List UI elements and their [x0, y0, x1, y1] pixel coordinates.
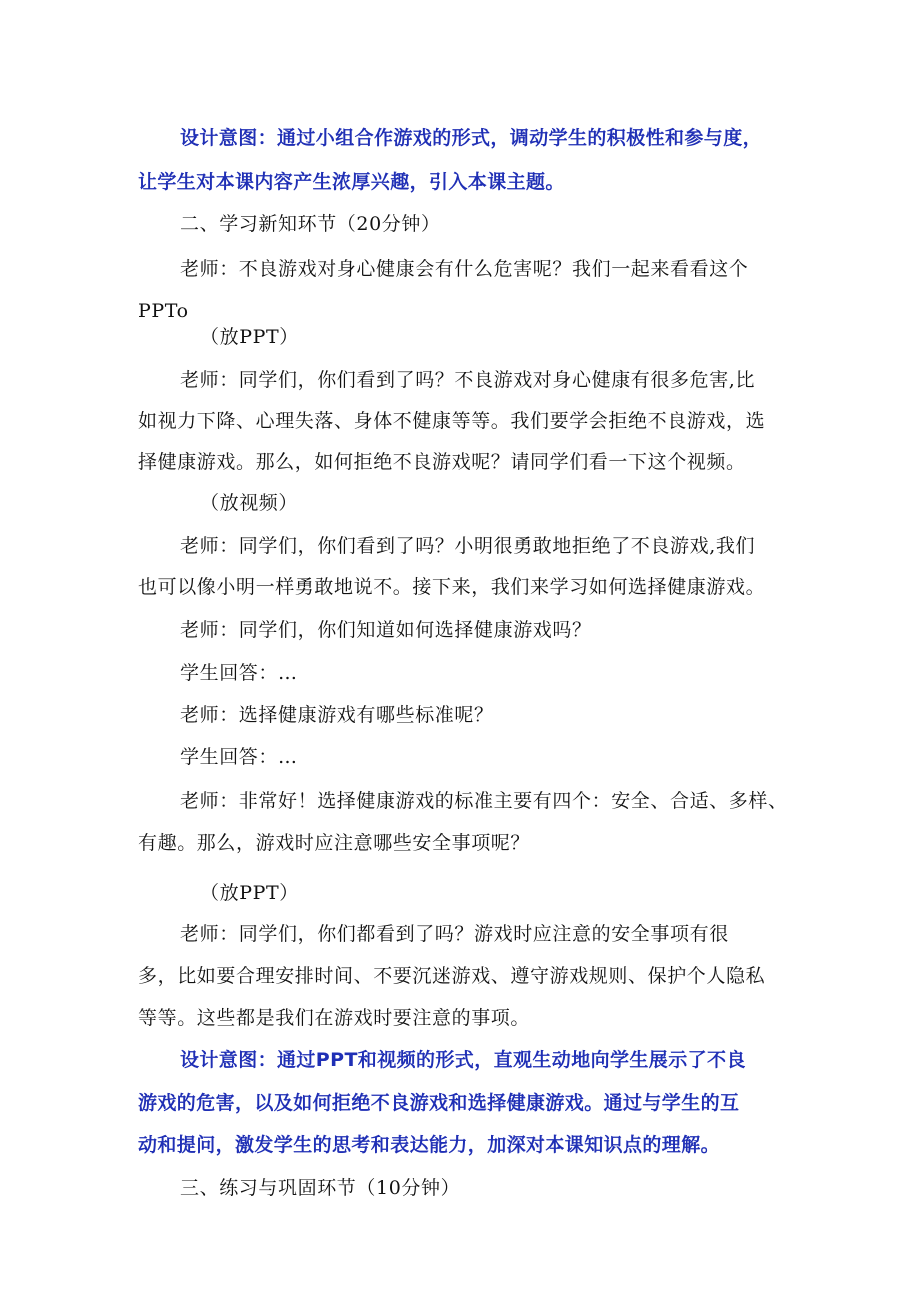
paragraph-line: 学生回答：… [180, 746, 298, 768]
paragraph-line: 老师：非常好！选择健康游戏的标准主要有四个：安全、合适、多样、 [180, 790, 788, 812]
paragraph-line: 老师：同学们，你们知道如何选择健康游戏吗？ [180, 619, 592, 641]
paragraph-line: 老师：选择健康游戏有哪些标准呢？ [180, 704, 494, 726]
section-heading-learn-new: 二、学习新知环节（20分钟） [180, 213, 441, 235]
paragraph-line: 老师：同学们，你们看到了吗？小明很勇敢地拒绝了不良游戏,我们 [180, 535, 756, 557]
stage-direction: （放PPT） [200, 882, 299, 904]
stage-direction: （放视频） [200, 492, 299, 514]
design-intent-line-2: 游戏的危害，以及如何拒绝不良游戏和选择健康游戏。通过与学生的互 [138, 1092, 740, 1114]
paragraph-line: 如视力下降、心理失落、身体不健康等等。我们要学会拒绝不良游戏，选 [138, 410, 766, 432]
paragraph-line: 择健康游戏。那么，如何拒绝不良游戏呢？请同学们看一下这个视频。 [138, 451, 746, 473]
paragraph-line: 也可以像小明一样勇敢地说不。接下来，我们来学习如何选择健康游戏。 [138, 576, 766, 598]
design-intent-line-1: 设计意图：通过PPT和视频的形式，直观生动地向学生展示了不良 [180, 1049, 746, 1071]
paragraph-line: 等等。这些都是我们在游戏时要注意的事项。 [138, 1007, 531, 1029]
design-intent-line-3: 动和提问，激发学生的思考和表达能力，加深对本课知识点的理解。 [138, 1134, 721, 1156]
paragraph-line: 多，比如要合理安排时间、不要沉迷游戏、遵守游戏规则、保护个人隐私 [138, 965, 766, 987]
paragraph-line: 老师：同学们，你们都看到了吗？游戏时应注意的安全事项有很 [180, 923, 729, 945]
design-intent-line-2: 让学生对本课内容产生浓厚兴趣，引入本课主题。 [138, 171, 565, 193]
section-heading-practice: 三、练习与巩固环节（10分钟） [180, 1177, 461, 1199]
stage-direction: （放PPT） [200, 326, 299, 348]
paragraph-line: 老师：不良游戏对身心健康会有什么危害呢？我们一起来看看这个 [180, 258, 749, 280]
paragraph-line: PPTo [138, 300, 189, 322]
design-intent-line-1: 设计意图：通过小组合作游戏的形式，调动学生的积极性和参与度， [180, 127, 763, 149]
paragraph-line: 学生回答：… [180, 662, 298, 684]
paragraph-line: 有趣。那么，游戏时应注意哪些安全事项呢？ [138, 832, 531, 854]
paragraph-line: 老师：同学们，你们看到了吗？不良游戏对身心健康有很多危害,比 [180, 369, 756, 391]
